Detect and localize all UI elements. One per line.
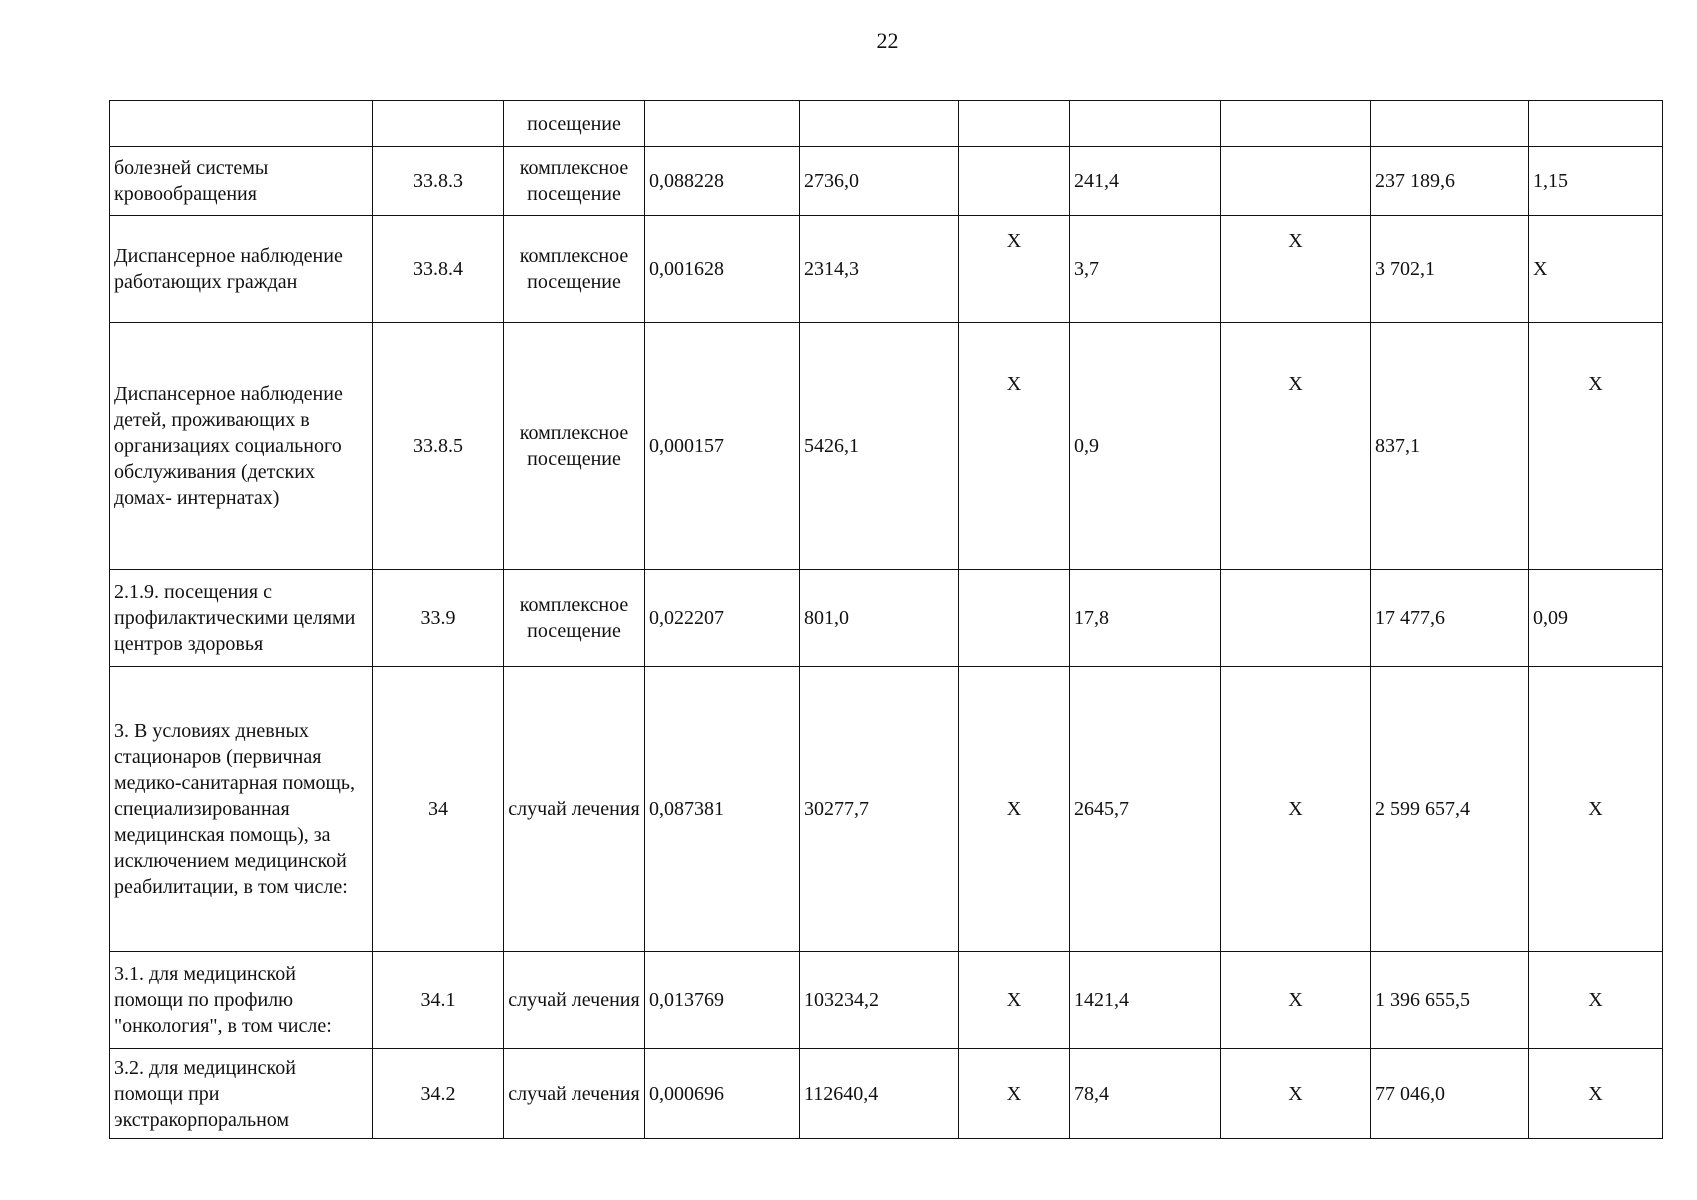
row-code: 33.9 xyxy=(373,570,504,667)
row-last xyxy=(1529,101,1663,147)
row-code: 34.1 xyxy=(373,952,504,1049)
row-value2: 837,1 xyxy=(1371,323,1529,570)
table-row xyxy=(110,952,1663,1049)
table-row xyxy=(110,323,1663,570)
row-unit: комплексное посещение xyxy=(504,216,645,323)
row-cost: 2314,3 xyxy=(800,216,959,323)
row-x2: X xyxy=(1221,323,1371,570)
row-unit: случай лечения xyxy=(504,667,645,952)
row-norm: 0,013769 xyxy=(645,952,800,1049)
row-last: X xyxy=(1529,667,1663,952)
table-row xyxy=(110,667,1663,952)
table-row xyxy=(110,216,1663,323)
row-name: 3.1. для медицинской помощи по профилю "онкология", в том числе: xyxy=(110,952,373,1049)
row-value1: 241,4 xyxy=(1070,147,1221,216)
row-x1: X xyxy=(959,1049,1070,1139)
row-value1: 78,4 xyxy=(1070,1049,1221,1139)
table-row xyxy=(110,147,1663,216)
row-x1: X xyxy=(959,952,1070,1049)
row-code: 34.2 xyxy=(373,1049,504,1139)
row-norm: 0,001628 xyxy=(645,216,800,323)
row-x2: X xyxy=(1221,1049,1371,1139)
page-number: 22 xyxy=(876,28,899,53)
row-cost: 5426,1 xyxy=(800,323,959,570)
row-norm: 0,022207 xyxy=(645,570,800,667)
table-row xyxy=(110,1049,1663,1139)
row-unit: случай лечения xyxy=(504,952,645,1049)
row-x2 xyxy=(1221,570,1371,667)
row-x1: X xyxy=(959,216,1070,323)
row-x1: X xyxy=(959,667,1070,952)
row-value2: 1 396 655,5 xyxy=(1371,952,1529,1049)
row-unit: комплексное посещение xyxy=(504,147,645,216)
row-value2: 237 189,6 xyxy=(1371,147,1529,216)
row-x1 xyxy=(959,101,1070,147)
row-x1: X xyxy=(959,323,1070,570)
row-x2: X xyxy=(1221,667,1371,952)
row-unit: комплексное посещение xyxy=(504,570,645,667)
row-cost xyxy=(800,101,959,147)
row-value2: 17 477,6 xyxy=(1371,570,1529,667)
row-code: 33.8.4 xyxy=(373,216,504,323)
row-last: X xyxy=(1529,952,1663,1049)
row-value1: 1421,4 xyxy=(1070,952,1221,1049)
row-name: 3.2. для медицинской помощи при экстракорпоральном xyxy=(110,1049,373,1139)
row-name: болезней системы кровообращения xyxy=(110,147,373,216)
norms-table xyxy=(109,100,1663,1139)
row-cost: 2736,0 xyxy=(800,147,959,216)
row-code: 34 xyxy=(373,667,504,952)
row-x2 xyxy=(1221,101,1371,147)
row-unit: случай лечения xyxy=(504,1049,645,1139)
row-norm xyxy=(645,101,800,147)
row-value2 xyxy=(1371,101,1529,147)
row-cost: 112640,4 xyxy=(800,1049,959,1139)
row-x2: X xyxy=(1221,952,1371,1049)
row-last: X xyxy=(1529,216,1663,323)
row-norm: 0,000157 xyxy=(645,323,800,570)
row-name xyxy=(110,101,373,147)
table-row xyxy=(110,570,1663,667)
row-name: 2.1.9. посещения с профилактическими целями центров здоровья xyxy=(110,570,373,667)
row-code: 33.8.3 xyxy=(373,147,504,216)
row-last: 0,09 xyxy=(1529,570,1663,667)
row-x1 xyxy=(959,147,1070,216)
row-norm: 0,000696 xyxy=(645,1049,800,1139)
row-name: Диспансерное наблюдение работающих граждан xyxy=(110,216,373,323)
row-norm: 0,087381 xyxy=(645,667,800,952)
row-cost: 801,0 xyxy=(800,570,959,667)
row-cost: 30277,7 xyxy=(800,667,959,952)
row-value1: 17,8 xyxy=(1070,570,1221,667)
row-value2: 77 046,0 xyxy=(1371,1049,1529,1139)
table-row xyxy=(110,101,1663,147)
row-unit: комплексное посещение xyxy=(504,323,645,570)
row-last: X xyxy=(1529,1049,1663,1139)
row-value2: 3 702,1 xyxy=(1371,216,1529,323)
row-x2 xyxy=(1221,147,1371,216)
row-value1: 3,7 xyxy=(1070,216,1221,323)
row-x2: X xyxy=(1221,216,1371,323)
row-code: 33.8.5 xyxy=(373,323,504,570)
row-x1 xyxy=(959,570,1070,667)
row-cost: 103234,2 xyxy=(800,952,959,1049)
row-last: 1,15 xyxy=(1529,147,1663,216)
row-name: Диспансерное наблюдение детей, проживающих в организациях социального обслуживания (детских домах- интернатах) xyxy=(110,323,373,570)
row-value1: 2645,7 xyxy=(1070,667,1221,952)
row-name: 3. В условиях дневных стационаров (первичная медико-санитарная помощь, специализированная медицинская помощь), за исключением медицинской реабилитации, в том числе: xyxy=(110,667,373,952)
row-value1: 0,9 xyxy=(1070,323,1221,570)
row-value2: 2 599 657,4 xyxy=(1371,667,1529,952)
row-norm: 0,088228 xyxy=(645,147,800,216)
row-unit: посещение xyxy=(504,101,645,147)
row-code xyxy=(373,101,504,147)
row-last: X xyxy=(1529,323,1663,570)
row-value1 xyxy=(1070,101,1221,147)
